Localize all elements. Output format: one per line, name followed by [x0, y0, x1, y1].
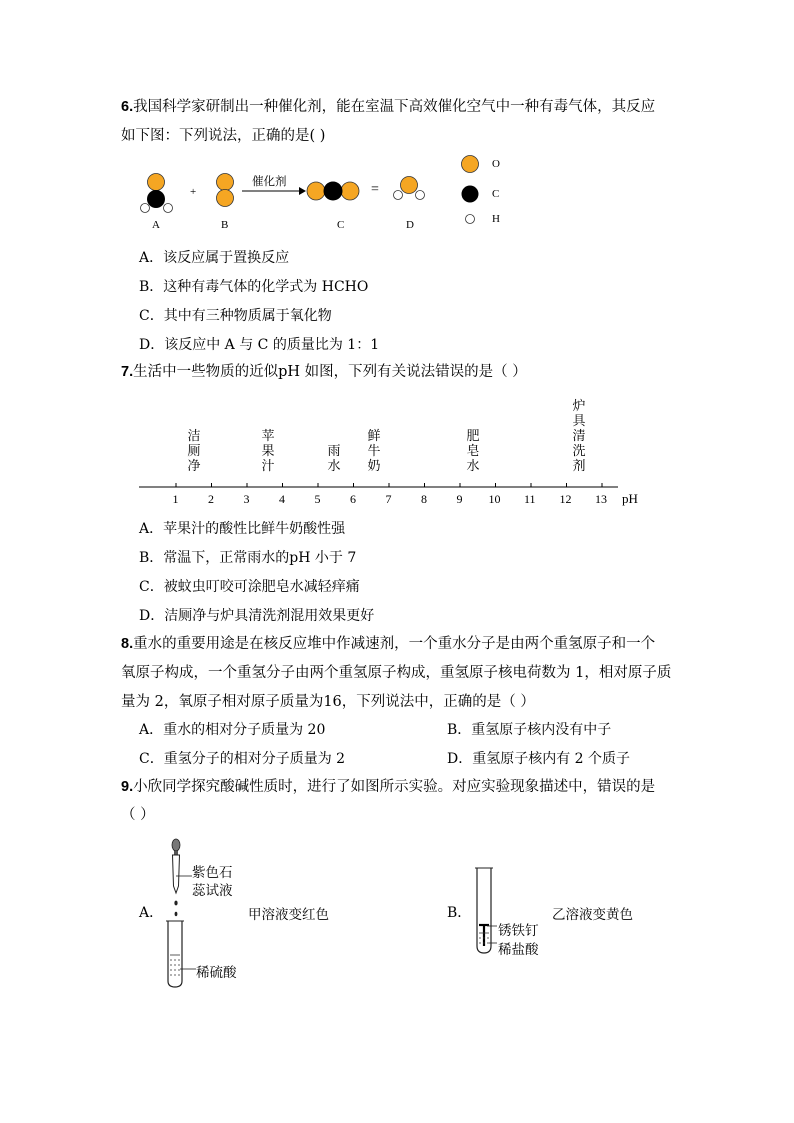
label-a: A [152, 219, 160, 231]
ph-axis-unit: pH [622, 491, 638, 506]
ph-tick-label: 9 [456, 492, 463, 506]
q7-option-b[interactable]: B．常温下，正常雨水的pH 小于 7 [139, 550, 357, 566]
litmus-label-line2: 蕊试液 [192, 883, 233, 899]
q9-option-b-label[interactable]: B． [447, 905, 472, 921]
plus-sign: + [190, 186, 197, 198]
litmus-label-line1: 紫色石 [192, 865, 233, 881]
ph-tick-label: 4 [279, 492, 285, 506]
q8-stem-line3: 量为 2，氧原子相对原子质量为16，下列说法中，正确的是（ ） [121, 694, 535, 710]
q8-option-c[interactable]: C．重氢分子的相对分子质量为 2 [139, 751, 346, 767]
q8-option-b[interactable]: B．重氢原子核内没有中子 [447, 722, 612, 738]
label-d: D [406, 219, 414, 231]
q6-stem-line2: 如下图：下列说法，正确的是( ) [121, 128, 326, 144]
q7-text: 生活中一些物质的近似pH 如图，下列有关说法错误的是（ ） [133, 364, 527, 380]
ph-tick-label: 3 [243, 492, 250, 506]
legend-h: H [492, 213, 500, 225]
q7-number: 7. [121, 364, 134, 380]
q8-number: 8. [121, 636, 134, 652]
catalyst-label: 催化剂 [252, 174, 287, 188]
q9-stem-line2: （ ） [121, 807, 155, 823]
q6-option-d[interactable]: D．该反应中 A 与 C 的质量比为 1：1 [139, 337, 380, 353]
ph-tick-label: 5 [314, 492, 321, 506]
substance-rain-water: 雨水 [327, 444, 341, 474]
ph-tick-label: 1 [172, 492, 179, 506]
q6-text-line1: 我国科学家研制出一种催化剂，能在室温下高效催化空气中一种有毒气体，其反应 [133, 99, 656, 115]
ph-tick-label: 12 [559, 492, 572, 506]
substance-soap-water: 肥皂水 [466, 429, 480, 474]
q9-option-a-label[interactable]: A． [139, 905, 164, 921]
ph-tick-label: 10 [488, 492, 501, 506]
q6-number: 6. [121, 99, 134, 115]
label-c: C [337, 219, 345, 231]
q7-option-d[interactable]: D．洁厕净与炉具清洗剂混用效果更好 [139, 608, 375, 624]
q8-option-a[interactable]: A．重水的相对分子质量为 20 [139, 722, 326, 738]
ph-tick-label: 7 [385, 492, 392, 506]
q8-stem-line2: 氧原子构成，一个重氢分子由两个重氢原子构成，重氢原子核电荷数为 1，相对原子质 [121, 665, 672, 681]
q6-option-a[interactable]: A．该反应属于置换反应 [139, 250, 290, 266]
q9-number: 9. [121, 779, 134, 795]
q9-option-a-description[interactable]: 甲溶液变红色 [248, 907, 329, 923]
dilute-hydrochloric-acid-label: 稀盐酸 [498, 942, 539, 958]
q9-option-b-description[interactable]: 乙溶液变黄色 [552, 907, 633, 923]
q8-text-line1: 重水的重要用途是在核反应堆中作减速剂，一个重水分子是由两个重氢原子和一个 [133, 636, 656, 652]
substance-fresh-milk: 鲜牛奶 [367, 429, 381, 474]
ph-tick-label: 6 [350, 492, 356, 506]
q9-text-line1: 小欣同学探究酸碱性质时，进行了如图所示实验。对应实验现象描述中，错误的是 [133, 779, 656, 795]
substance-stove-cleaner: 炉具清洗剂 [572, 399, 586, 474]
q7-option-a[interactable]: A．苹果汁的酸性比鲜牛奶酸性强 [139, 521, 346, 537]
dilute-sulfuric-acid-label: 稀硫酸 [196, 965, 237, 981]
q8-option-d[interactable]: D．重氢原子核内有 2 个质子 [447, 751, 631, 767]
rusty-nail-label: 锈铁钉 [498, 923, 539, 939]
legend-c: C [492, 188, 500, 200]
q6-option-c[interactable]: C．其中有三种物质属于氧化物 [139, 308, 332, 324]
ph-tick-label: 13 [595, 492, 607, 506]
q6-option-b[interactable]: B．这种有毒气体的化学式为 HCHO [139, 279, 369, 295]
label-b: B [221, 219, 229, 231]
q7-option-c[interactable]: C．被蚊虫叮咬可涂肥皂水减轻痒痛 [139, 579, 360, 595]
legend-o: O [492, 158, 500, 170]
substance-toilet-cleaner: 洁厕净 [187, 429, 201, 474]
ph-tick-label: 11 [524, 492, 536, 506]
ph-tick-label: 8 [421, 492, 427, 506]
equals-sign: = [371, 182, 379, 197]
substance-apple-juice: 苹果汁 [261, 429, 275, 474]
ph-tick-label: 2 [208, 492, 214, 506]
